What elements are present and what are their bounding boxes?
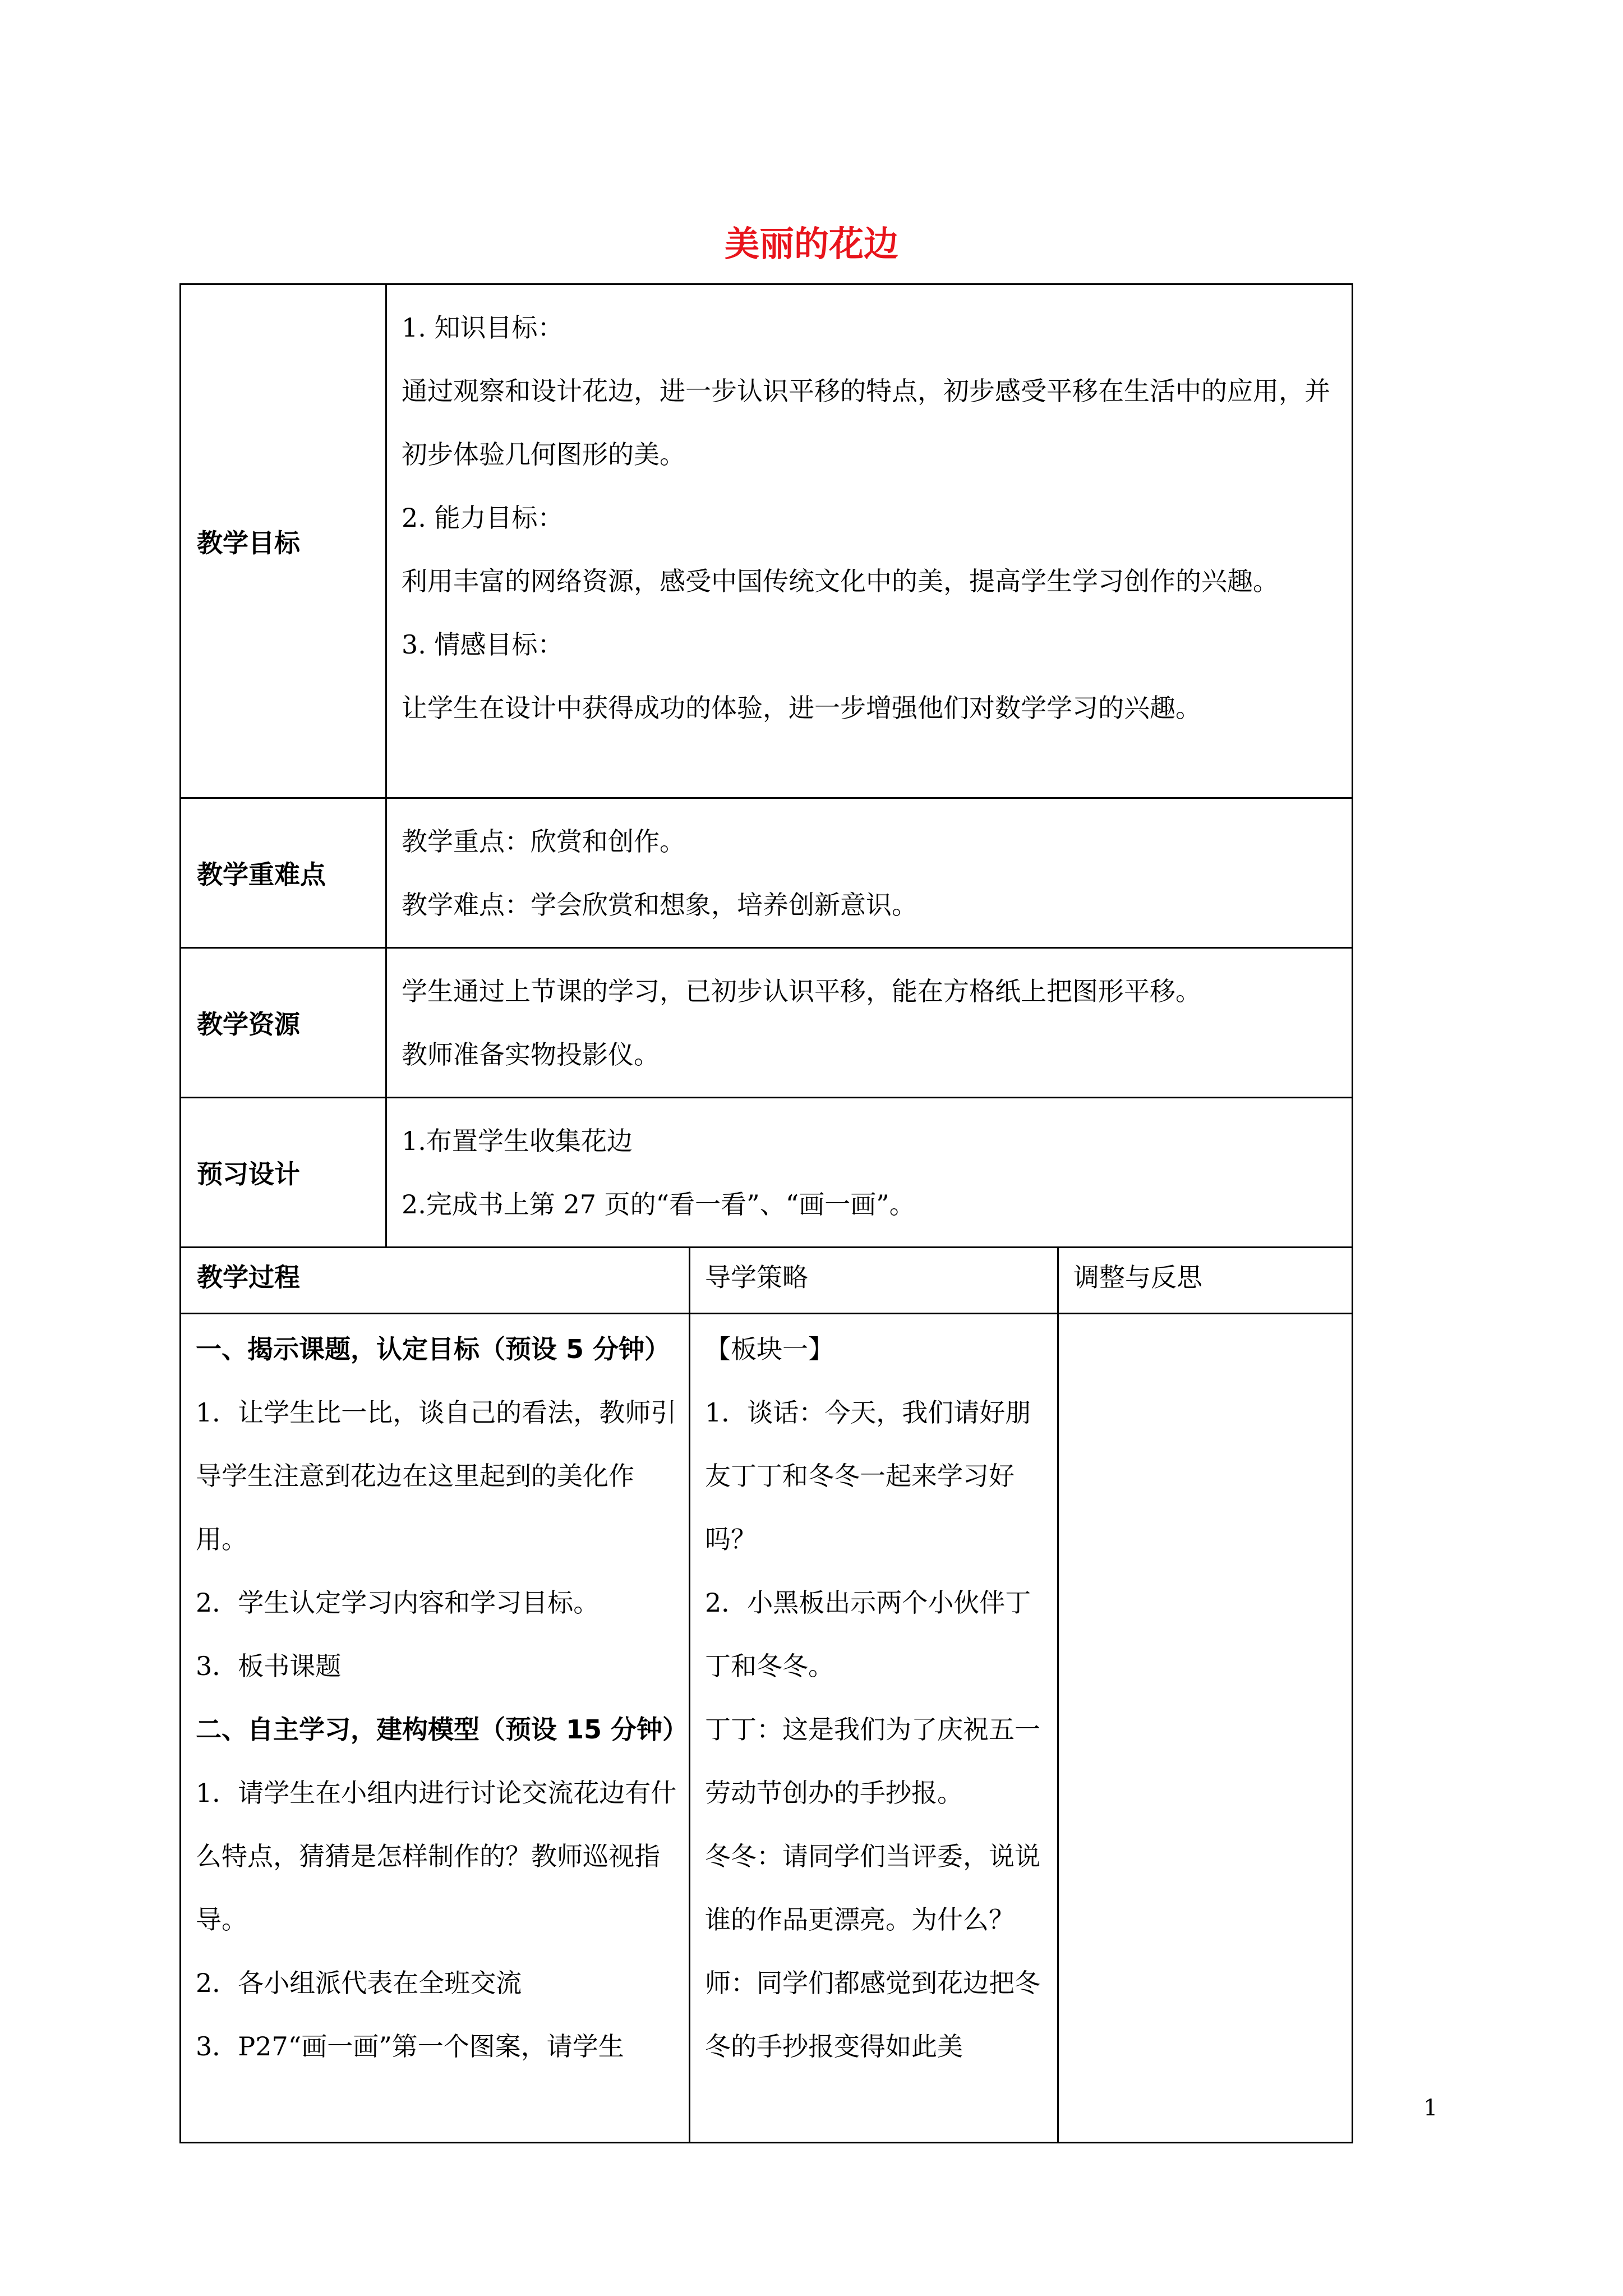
resources-content — [386, 948, 1353, 1098]
resource-line: 教师准备实物投影仪。 — [402, 1039, 660, 1070]
strategy-line: 丁丁：这是我们为了庆祝五一劳动节创办的手抄报。 — [705, 1714, 1040, 1808]
keypoints-row — [181, 798, 1353, 948]
strategy-header: 导学策略 — [690, 1248, 1058, 1314]
process-line: 3．P27“画一画”第一个图案，请学生 — [196, 2031, 624, 2062]
strategy-content — [690, 1314, 1058, 2143]
process-line: 一、揭示课题，认定目标（预设 5 分钟） — [196, 1334, 671, 1364]
objective-line: 让学生在设计中获得成功的体验，进一步增强他们对数学学习的兴趣。 — [402, 693, 1201, 723]
process-content — [181, 1314, 690, 2143]
objective-line: 1. 知识目标： — [402, 312, 564, 343]
reflection-header: 调整与反思 — [1058, 1248, 1353, 1314]
strategy-line: 2．小黑板出示两个小伙伴丁丁和冬冬。 — [705, 1588, 1031, 1681]
preview-label: 预习设计 — [181, 1098, 386, 1248]
process-line: 1．让学生比一比，谈自己的看法，教师引导学生注意到花边在这里起到的美化作用。 — [196, 1397, 677, 1554]
process-line: 1．请学生在小组内进行讨论交流花边有什么特点，猜猜是怎样制作的？教师巡视指导。 — [196, 1778, 677, 1935]
process-line: 2．各小组派代表在全班交流 — [196, 1968, 522, 1998]
preview-line: 1.布置学生收集花边 — [402, 1126, 633, 1156]
preview-content — [386, 1098, 1353, 1248]
objective-line: 利用丰富的网络资源，感受中国传统文化中的美，提高学生学习创作的兴趣。 — [402, 566, 1279, 596]
process-body-row — [181, 1314, 1353, 2143]
process-line: 3．板书课题 — [196, 1651, 342, 1681]
lesson-plan-table — [179, 283, 1353, 2143]
preview-line: 2.完成书上第 27 页的“看一看”、“画一画”。 — [402, 1189, 915, 1220]
process-line: 2．学生认定学习内容和学习目标。 — [196, 1588, 600, 1618]
process-header: 教学过程 — [181, 1248, 690, 1314]
process-line: 二、自主学习，建构模型（预设 15 分钟） — [196, 1714, 689, 1745]
strategy-line: 1．谈话：今天，我们请好朋友丁丁和冬冬一起来学习好吗？ — [705, 1397, 1031, 1554]
resource-line: 学生通过上节课的学习，已初步认识平移，能在方格纸上把图形平移。 — [402, 976, 1201, 1006]
objective-line: 3. 情感目标： — [402, 629, 564, 660]
reflection-content — [1058, 1314, 1353, 2143]
keypoint-line: 教学重点：欣赏和创作。 — [402, 826, 685, 857]
strategy-line: 【板块一】 — [705, 1334, 834, 1364]
resources-row — [181, 948, 1353, 1098]
strategy-line: 师：同学们都感觉到花边把冬冬的手抄报变得如此美 — [705, 1968, 1040, 2062]
objectives-row — [181, 284, 1353, 798]
objectives-label: 教学目标 — [181, 284, 386, 798]
process-header-row — [181, 1248, 1353, 1314]
document-title: 美丽的花边 — [724, 223, 898, 264]
resources-label: 教学资源 — [181, 948, 386, 1098]
preview-row — [181, 1098, 1353, 1248]
keypoint-line: 教学难点：学会欣赏和想象，培养创新意识。 — [402, 890, 917, 920]
page-number: 1 — [1423, 2095, 1438, 2121]
keypoints-content — [386, 798, 1353, 948]
keypoints-label: 教学重难点 — [181, 798, 386, 948]
objectives-content — [386, 284, 1353, 798]
objective-line: 2. 能力目标： — [402, 503, 564, 533]
strategy-line: 冬冬：请同学们当评委，说说谁的作品更漂亮。为什么？ — [705, 1841, 1040, 1935]
objective-line: 通过观察和设计花边，进一步认识平移的特点，初步感受平移在生活中的应用，并初步体验几何图形的美。 — [402, 376, 1330, 470]
